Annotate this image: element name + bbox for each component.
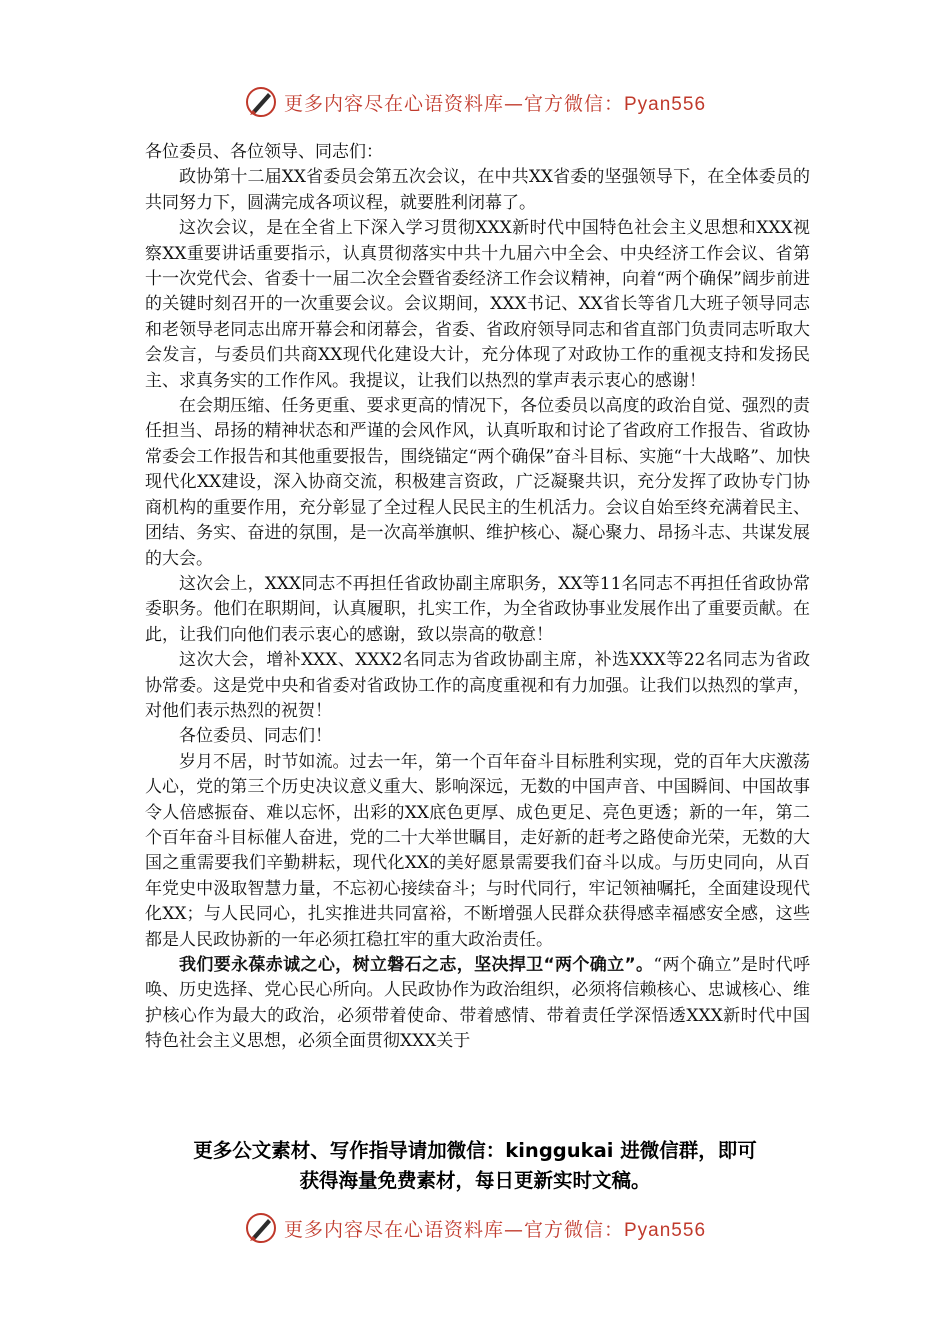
header-banner-text: 更多内容尽在心语资料库—官方微信：Pyan556 [283,92,707,115]
paragraph: 政协第十二届XX省委员会第五次会议，在中共XX省委的坚强领导下，在全体委员的共同努力下，圆满完成各项议程，就要胜利闭幕了。 [145,167,810,213]
pen-logo-icon [244,85,278,119]
paragraph-last [145,953,810,1055]
paragraph: 这次会上，XXX同志不再担任省政协副主席职务，XX等11名同志不再担任省政协常委职务。他们在职期间，认真履职，扎实工作，为全省政协事业发展作出了重要贡献。在此，让我们向他们表示衷心的感谢，致以崇高的敬意！ [145,573,810,645]
paragraph: 这次大会，增补XXX、XXX2名同志为省政协副主席，补选XXX等22名同志为省政协常委。这是党中央和省委对省政协工作的高度重视和有力加强。让我们以热烈的掌声，对他们表示热烈的祝贺！ [145,650,810,721]
paragraph-rest: “两个确立”是时代呼唤、历史选择、党心民心所向。人民政协作为政治组织，必须将信赖核心、忠诚核心、维护核心作为最大的政治，必须带着使命、带着感情、带着责任学深悟透XXX新时代中国特色社会主义思想，必须全面贯彻XXX关于 [145,955,810,1052]
promo-line-2: 获得海量免费素材，每日更新实时文稿。 [299,1169,651,1192]
paragraph: 在会期压缩、任务更重、要求更高的情况下，各位委员以高度的政治自觉、强烈的责任担当、昂扬的精神状态和严谨的会风作风，认真听取和讨论了省政府工作报告、省政协常委会工作报告和其他重要报告，围绕锚定“两个确保”奋斗目标、实施“十大战略”、加快现代化XX建设，深入协商交流，积极建言资政，广泛凝聚共识，充分发挥了政协专门协商机构的重要作用，充分彰显了全过程人民民主的生机活力。会议自始至终充满着民主、团结、务实、奋进的氛围，是一次高举旗帜、维护核心、凝心聚力、昂扬斗志、共谋发展的大会。 [145,396,810,569]
header-banner [0,82,950,122]
footer-banner-text: 更多内容尽在心语资料库—官方微信：Pyan556 [283,1218,707,1241]
bold-lead: 我们要永葆赤诚之心，树立磐石之志，坚决捍卫“两个确立”。 [179,955,654,975]
promo-line-1: 更多公文素材、写作指导请加微信：kinggukai 进微信群，即可 [193,1139,757,1162]
paragraph: 这次会议，是在全省上下深入学习贯彻XXX新时代中国特色社会主义思想和XXX视察XX重要讲话重要指示，认真贯彻落实中共十九届六中全会、中央经济工作会议、省第十一次党代会、省委十一届二次全会暨省委经济工作会议精神，向着“两个确保”阔步前进的关键时刻召开的一次重要会议。会议期间，XXX书记、XX省长等省几大班子领导同志和老领导老同志出席开幕会和闭幕会，省委、省政府领导同志和省直部门负责同志听取大会发言，与委员们共商XX现代化建设大计，充分体现了对政协工作的重视支持和发扬民主、求真务实的工作作风。我提议，让我们以热烈的掌声表示衷心的感谢！ [145,218,810,391]
salutation: 各位委员、各位领导、同志们： [145,142,383,162]
paragraph: 岁月不居，时节如流。过去一年，第一个百年奋斗目标胜利实现，党的百年大庆激荡人心，党的第三个历史决议意义重大、影响深远，无数的中国声音、中国瞬间、中国故事令人倍感振奋、难以忘怀，出彩的XX底色更厚、成色更足、亮色更透；新的一年，第二个百年奋斗目标催人奋进，党的二十大举世瞩目，走好新的赶考之路使命光荣，无数的大国之重需要我们辛勤耕耘，现代化XX的美好愿景需要我们奋斗以成。与历史同向，从百年党史中汲取智慧力量，不忘初心接续奋斗；与时代同行，牢记领袖嘱托，全面建设现代化XX；与人民同心，扎实推进共同富裕，不断增强人民群众获得感幸福感安全感，这些都是人民政协新的一年必须扛稳扛牢的重大政治责任。 [145,751,810,950]
promo-block [0,1136,950,1196]
footer-banner [0,1208,950,1248]
document-body [145,140,810,1055]
pen-logo-icon [244,1211,278,1245]
paragraph: 各位委员、同志们！ [179,726,332,747]
